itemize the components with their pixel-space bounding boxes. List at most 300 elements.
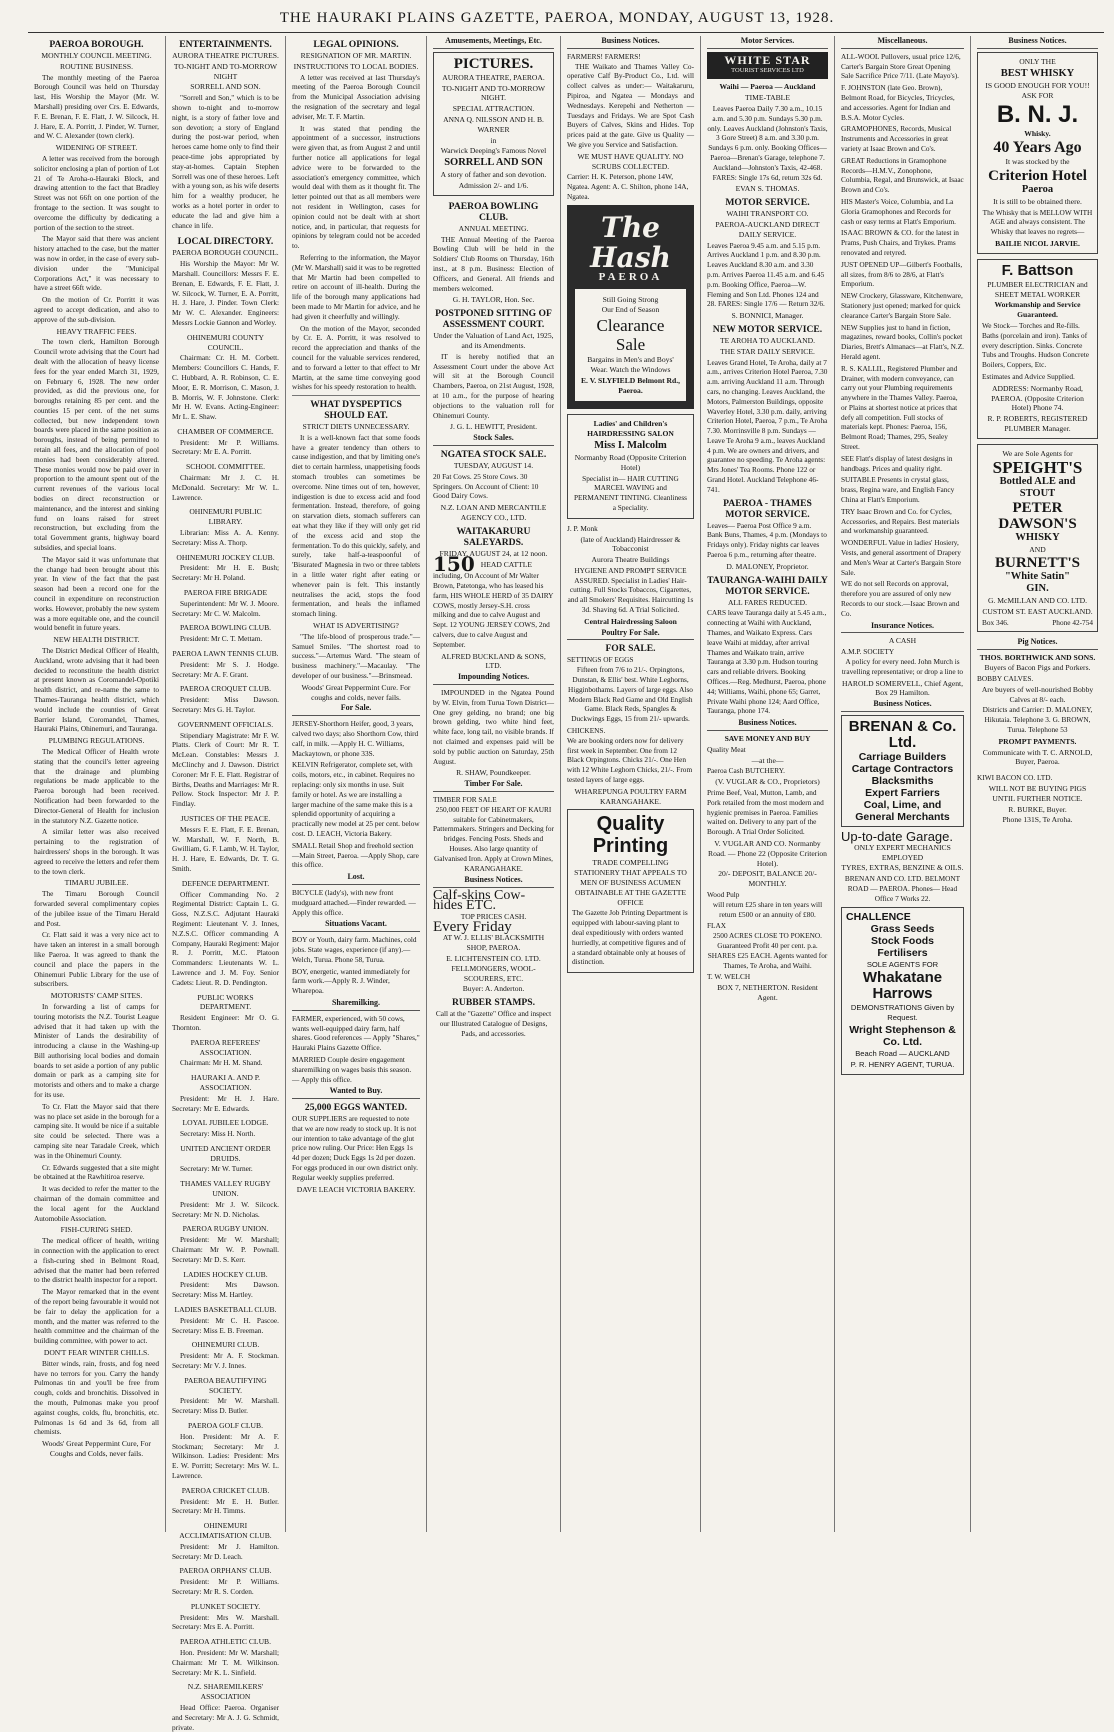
column-heading: Business Notices. [977, 36, 1098, 49]
bnj-whisky-ad [977, 52, 1098, 254]
classified-heading: Impounding Notices. [433, 672, 554, 685]
ad-line: PLUMBER ELECTRICIAN and SHEET METAL WORKER [987, 279, 1088, 299]
article-heading: LEGAL OPINIONS. [313, 39, 399, 50]
ad-name: Miss I. Malcolm [594, 439, 667, 451]
paragraph: THE Annual Meeting of the Paeroa Bowling Club will be held in the Soldiers' Club Rooms on Thursday, 16th inst., at 8 p.m. Business: Election of Officers, and General. All friends and members welcomed. [433, 234, 554, 293]
column-heading: Business Notices. [567, 36, 694, 49]
ad-headline: TIMBER FOR SALE [433, 795, 497, 805]
entry-text: President: Mr C. H. Pascoe. Secretary: Miss E. B. Freeman. [172, 1315, 279, 1335]
classified-ad: SMALL Retail Shop and freehold section—Main Street, Paeroa. —Apply Shop, care this office. [292, 840, 419, 870]
ad-signature: WHAREPUNGA POULTRY FARM KARANGAHAKE. [574, 786, 687, 806]
classified-heading: Poultry For Sale. [567, 628, 694, 641]
column-business-notices-2 [971, 36, 1104, 1532]
section-heading: MOTORISTS' CAMP SITES. [50, 991, 143, 1001]
timetable: Leaves Grand Hotel, Te Aroha, daily at 7 a.m., arrives Criterion Hotel Paeroa, 7.30 a.m. arriving Auckland 11 a.m. Through cars, no changing. Leaves Auckland, the Motors, Palmerston Buildings, opposite Waverley Hotel, 3.30 p.m. daily, arriving Criterion Hotel, Paeroa, 7 p.m., Te Aroha 7.30. Morrinsville 8 p.m. Sundays — Leave Te Aroha 9 a.m., leaves Auckland 4 p.m. We are owners and drivers, and guarantee no speeding. Te Aroha agents: Mrs Jones' Tea Rooms. Phone 122 or Grand Hotel. Auckland Telephone 46-741. [707, 357, 828, 494]
paragraph: The Whisky that is MELLOW WITH AGE and always consistent. The Whisky that leaves no regrets— [982, 207, 1093, 237]
entry-text: President: Mr H. J. Hare. Secretary: Mr E. Edwards. [172, 1093, 279, 1113]
ad-headline: J. P. Monk [567, 523, 598, 533]
directory-entry [172, 993, 279, 1033]
entry-text: Librarian: Miss A. A. Kenny. Secretary: Miss A. Thorp. [172, 528, 279, 547]
paragraph: The monthly meeting of the Paeroa Borough Council was held on Thursday last, His Worship the Mayor (Mr. W. Marshall) presiding over Crs. E. Edwards, F. E. Brenan, F. E. Flatt, J. W. Silcock, H. J. Hare, E. A. Porritt, J. Pinder, W. Turner, and W. C. Alexander (town clerk). [34, 72, 159, 141]
column-business-notices [561, 36, 701, 1532]
entry-text: Chairman: Mr H. M. Shand. [180, 1058, 263, 1068]
section-heading: RESIGNATION OF MR. MARTIN. [300, 51, 412, 60]
column-amusements [427, 36, 561, 1532]
ad-line: WHISKY [1015, 531, 1060, 543]
film-tagline: A story of father and son devotion. [440, 170, 547, 180]
misc-ad: ISAAC BROWN & CO. for the latest in Prams, Push Chairs, and Trykes. Prams renovated and retyred. [841, 228, 959, 257]
section-heading: PLUMBING REGULATIONS. [48, 736, 145, 746]
ad-signature: DAVE LEACH VICTORIA BAKERY. [296, 1184, 416, 1194]
ad-subheading: ANNUAL MEETING. [458, 223, 529, 233]
entry-text: President: Mr J. W. Silcock. Secretary: Mr N. D. Nicholas. [172, 1199, 279, 1219]
timetable: Leaves— Paeroa Post Office 9 a.m. Bank Buns, Thames, 4 p.m. (Mondays to Fridays only). Friday nights car leaves Paeroa 6 p.m., returning after theatre. [707, 520, 827, 560]
entry-text: President: Mrs W. Marshall. Secretary: Mrs E. A. Porritt. [172, 1612, 279, 1632]
printing-ad [567, 809, 694, 973]
directory-entry [172, 462, 279, 502]
column-heading: Miscellaneous. [841, 36, 964, 49]
classified-ad: BOY or Youth, dairy farm. Machines, cold jobs. State wages, experience (if any).—Welch, Turua. Phone 58, Turua. [292, 935, 417, 964]
battson-ad [977, 259, 1098, 439]
ad-line: Still Going Strong [602, 294, 659, 304]
speights-ad [977, 444, 1098, 632]
entry-heading: PAEROA RUGBY UNION. [182, 1224, 269, 1234]
ad-location: AT W. J. ELLIS' BLACKSMITH SHOP, PAEROA. [442, 933, 545, 953]
classified-heading: Insurance Notices. [841, 621, 964, 634]
classified-heading: Business Notices. [433, 875, 554, 888]
paragraph: It is a well-known fact that some foods have a greater tendency than others to cause indigestion, and that by limiting one's diet to certain harmless, unappetising foods stomach troubles can sometimes be overcome. Nine times out of ten, however, indigestion is due to excess acid and food fermentation. Instead, therefore, of going on starvation diets, stomach sufferers can eat what they like if they will only get rid of the excess acid and stop the fermentation. To do this quickly, safely, and surely, take half-a-teaspoonful of 'Bisurated' Magnesia in two or three tablets in a little water right after eating or whenever pain is felt. This instantly neutralises the acid, stops the food fermentation, and heals the inflamed stomach lining. [292, 432, 420, 619]
entry-heading: PAEROA FIRE BRIGADE [183, 588, 268, 598]
ad-line: Buyers of Bacon Pigs and Porkers. [984, 663, 1091, 673]
ad-line: ONLY EXPERT MECHANICS EMPLOYED [854, 842, 951, 862]
ad-line: TYRES, EXTRAS, BENZINE & OILS. [841, 863, 964, 873]
directory-entry [172, 1038, 279, 1068]
newspaper-columns [28, 36, 1104, 1732]
paragraph: Estimates and Advice Supplied. [982, 371, 1075, 381]
entry-heading: PAEROA ORPHANS' CLUB. [179, 1566, 272, 1576]
ad-headline: PETER DAWSON'S [998, 499, 1077, 532]
ad-signature: EVAN S. THOMAS. [735, 184, 800, 194]
paragraph: Bitter winds, rain, frosts, and fog need have no terrors for you. Carry the handy Pulmonas tin and you'll be free from cough, colds and bronchitis. Dissolved in the mouth, Pulmonas make you proof against coughs, colds, flu, bronchitis, etc. Pulmonas 1s 6d and 3s 6d, from all chemists. [34, 1358, 159, 1437]
paragraph: A policy for every need. John Murch is travelling representative; or drop a line to [841, 657, 964, 676]
paragraph: It was decided to refer the matter to the chairman of the domain committee and the local agent for the Auckland Automobile Association. [34, 1184, 159, 1223]
hairdressing-ad [567, 414, 694, 518]
directory-entry [172, 1566, 279, 1596]
ad-line: Stock Foods [870, 934, 934, 947]
paragraph: A letter was received at last Thursday's meeting of the Paeroa Borough Council from the Municipal Association advising the resignation of the secretary and legal adviser, Mr. T. F. Martin. [292, 72, 420, 121]
ad-line: ASK FOR [1021, 91, 1054, 101]
ad-headline: BOBBY CALVES. [977, 674, 1034, 684]
entry-heading: LOYAL JUBILEE LODGE. [182, 1118, 269, 1128]
newspaper-title: THE HAURAKI PLAINS GAZETTE, PAEROA, MONDAY, AUGUST 13, 1928. [279, 10, 835, 26]
ad-headline: WAITAKARURU SALEYARDS. [456, 525, 531, 548]
article-heading: ENTERTAINMENTS. [179, 39, 272, 50]
paragraph: Cr. Flatt said it was a very nice act to have taken an interest in a small borough like Paeroa. It was agreed to thank the council and place the papers in the Ohinemuri Public Library for the use of subscribers. [34, 930, 159, 989]
ad-line: GIN. [1026, 583, 1049, 595]
ad-headline: PAEROA BOWLING CLUB. [448, 200, 539, 223]
ad-headline: KIWI BACON CO. LTD. [977, 773, 1053, 783]
paragraph: The Mayor remarked that in the event of the report being favourable it would not be fair to delay the application for a month, and the matter was referred to the health committee and the chairman of the building committee, with power to act. [34, 1287, 159, 1346]
entry-text: President: Mr W. Marshall; Chairman: Mr W. P. Pownall. Secretary: Mr D. S. Kerr. [172, 1235, 279, 1264]
entry-text: Head Office: Paeroa. Organiser and Secretary: Mr A. J. G. Schmidt, private. [172, 1702, 279, 1732]
paragraph: In forwarding a list of camps for touring motorists the N.Z. Tourist League advised that it had taken up with the Minister of Lands the desirability of introducing a clause in the Washing-up Bill authorising local bodies and domain boards to set aside a portion of any public domain or park as a camping site for motorists and others and to make a charge for its use. [34, 1001, 159, 1100]
entry-text: Hon. President: Mr W. Marshall; Chairman: Mr T. M. Wilkinson. Secretary: Mr K. L. Sinfield. [172, 1647, 279, 1677]
ad-headline: Whakatane Harrows [862, 969, 943, 1003]
paragraph: THE Waikato and Thames Valley Co-operative Calf By-Product Co., Ltd. will collect calves as under:— Waitakaruru, Pipiroa, and Ngatea — Mondays and Wednesdays. Kerepehi and Netherton — Tuesdays and Fridays. We are Spot Cash Buyers of Calves, Skins and Hides. Top prices paid at the gate. Give us Quality — We give you Service and Satisfaction. [567, 61, 694, 149]
directory-entry [172, 720, 279, 809]
entry-text: President: Miss Dawson. Secretary: Mrs G. H. Taylor. [172, 695, 279, 715]
ad-headline: F. Battson [1001, 261, 1074, 279]
ad-subheading: TOP PRICES CASH. [460, 911, 527, 921]
ad-headline: Calf-skins Cow-hides ETC. [433, 888, 526, 913]
ad-line: General Merchants [855, 811, 950, 823]
entry-text: Superintendent: Mr W. J. Moore. Secretary: Mr C. W. Malcolm. [172, 598, 279, 618]
directory-entry [172, 1305, 279, 1335]
ad-signature: ALFRED BUCKLAND & SONS, LTD. [441, 651, 546, 671]
entry-text: Officer Commanding No. 2 Regimental District: Captain L. G. Goss, N.Z.S.C. Adjutant Hauraki Regiment: Lieutenant V. J. Innes, N.Z.S.C. Officer commanding A Company, Hauraki Regiment: Major R. J. Porritt, M.C. Platoon Commanders: Lieutenants W. L. Lawrence and J. M. Foy. Senior Cadets: Lieut. R. D. Pendington. [172, 889, 279, 987]
misc-ad: HIS Master's Voice, Columbia, and La Gloria Gramophones and Records for cash or easy terms at Flatt's Emporium. [841, 196, 957, 226]
brand-town: PAEROA [598, 270, 663, 283]
directory-entry [172, 1486, 279, 1516]
entry-heading: PAEROA LAWN TENNIS CLUB. [172, 649, 279, 659]
entry-text: President: Mr P. Williams. Secretary: Mr R. S. Corden. [172, 1577, 279, 1596]
ad-headline: Clearance Sale [596, 316, 665, 355]
entry-text: Hon. President: Mr A. F. Stockman; Secretary: Mr J. Wilkinson. Ladies: President: Mrs E. W. Porritt; Secretary: Mrs W. L. Lawrence. [172, 1431, 279, 1480]
novel: Warwick Deeping's Famous Novel [440, 146, 547, 156]
ad-line: Carriage Builders [858, 751, 947, 763]
ad-headline: BEST WHISKY [1000, 67, 1075, 79]
directory-entry [172, 333, 279, 422]
paragraph: We Stock— Torches and Re-fills. Baths (porcelain and iron). Tanks of every description. Sinks. Concrete Tubs and Troughs. Hudson Concrete Boilers, Coppers, Etc. [982, 320, 1089, 370]
paragraph: Cr. Edwards suggested that a site might be obtained at the Rawhitiroa reserve. [34, 1162, 159, 1182]
ad-headline: CHALLENCE [846, 910, 911, 923]
directory-entry [172, 427, 279, 457]
paragraph: "Sorrell and Son," which is to be shown to-night and to-morrow night, is a story of father love and son devotion; a story of England during the post-war period, when heroes came home only to find their peace-time jobs appropriated by stay-at-homes. Captain Stephen Sorrell was one of these heroes. Left with a young son, as his wife deserts him for a wealthy producer, he works as a hotel porter in order to educate the lad and give him a chance in life. [172, 93, 280, 230]
entry-heading: LADIES HOCKEY CLUB. [183, 1269, 268, 1279]
ad-headline: CHICKENS. [567, 726, 606, 736]
classified-heading: Situations Vacant. [292, 919, 420, 932]
classified-heading: Pig Notices. [977, 637, 1098, 650]
ad-headline: FARMERS! FARMERS! [567, 51, 641, 61]
directory-entry [172, 1270, 279, 1300]
ad-subheading: PAEROA-AUCKLAND DIRECT DAILY SERVICE. [715, 219, 820, 239]
paragraph: will return £25 share in ten years will return £500 or an annuity of £80. [712, 899, 823, 919]
cattle-count: 150 [433, 552, 475, 577]
entry-text: His Worship the Mayor: Mr W. Marshall. Councillors: Messrs F. E. Brenan, E. Edwards, F. E. Flatt, J. W. Silcock, W. Turner, E. A. Porritt, H. J. Hare, J. Pinder. Town Clerk: Mr W. C. Alexander. Engineers: Messrs Lockie Gannon and Worley. [172, 259, 279, 327]
phone-number: Phone 42-754 [1052, 617, 1093, 627]
paragraph: A letter was received from the borough solicitor enclosing a plan of portion of Lot 21 of Te Aroha-o-Hauraki Block, and drawing attention to the fact that Bradley Street was not 66ft on one portion of the frontage to the section. It was sought to overcome the difficulty by dedicating a portion of the section to the street. [34, 153, 159, 232]
ad-footer: Central Hairdressing Saloon [584, 616, 677, 626]
directory-entry [172, 1602, 279, 1632]
film-title: SORRELL AND SON [444, 157, 543, 169]
directory-entry [172, 814, 279, 874]
paragraph: 250,000 FEET OF HEART OF KAURI suitable for Cabinetmakers, Patternmakers. Stringers and Decking for bridges. Fencing Posts. Sheds and Houses. Also large quantity of Galvanised Iron. Apply at Crown Mines, KARANGAHAKE. [433, 804, 554, 873]
ad-headline: BURNETT'S [994, 555, 1081, 572]
classified-heading: Wanted to Buy. [292, 1086, 420, 1099]
ad-line: 20/- DEPOSIT, BALANCE 20/- MONTHLY. [718, 869, 817, 889]
section-heading: WHAT IS ADVERTISING? [313, 621, 399, 631]
ad-headline: PAEROA - THAMES MOTOR SERVICE. [723, 497, 812, 520]
white-star-logo [707, 52, 828, 80]
entry-heading: PLUNKET SOCIETY. [190, 1601, 261, 1611]
ad-date: TUESDAY, AUGUST 14. [453, 460, 534, 470]
entry-heading: OHINEMURI CLUB. [191, 1340, 260, 1350]
ad-subheading: (V. VUGLAR & CO., Proprietors) [715, 777, 820, 787]
column-heading: Motor Services. [707, 36, 828, 49]
directory-entry [172, 1144, 279, 1174]
paragraph: The Gazette Job Printing Department is equipped with labour-saving plant to deal expeditiously with orders wanted hurriedly, at competitive figures and of a standard obtainable only at houses of distinction. [572, 908, 688, 967]
cattle-label: HEAD CATTLE [480, 560, 532, 570]
footer-ad: Woods' Great Peppermint Cure. For coughs and colds, never fails. [301, 682, 411, 702]
brand-logo: The Hash [590, 210, 671, 274]
section-heading: FISH-CURING SHED. [60, 1225, 133, 1235]
admission: Admission 2/- and 1/6. [458, 180, 529, 190]
ad-headline: BRENAN & Co. Ltd. [848, 718, 957, 751]
box-number: Box 346. [982, 617, 1009, 627]
section-heading: TIMARU JUBILEE. [64, 878, 129, 888]
ad-headline: TAURANGA-WAIHI DAILY MOTOR SERVICE. [707, 574, 828, 597]
article-heading: WHAT DYSPEPTICS SHOULD EAT. [310, 399, 402, 422]
timetable: CARS leave Tauranga daily at 5.45 a.m., connecting at Waihi with Auckland, Thames, and Waikato Express. Cars leave Waihi at midday, after arrival Thames and Waikato train, arrive Tauranga at 3.30 p.m. Hudson touring cars and reliable drivers. Booking Offices.—Reg. Medhurst, Paeroa, phone 44; Williams, Waihi, phone 65; Garret, Private Waihi phone 124; Aard Office, Tauranga, phone 174. [707, 608, 827, 716]
directory-entry [172, 1073, 279, 1113]
entry-heading: PAEROA CROQUET CLUB. [180, 684, 271, 694]
ad-headline: Every Friday [433, 918, 512, 935]
ad-line: We are Sole Agents for [1002, 448, 1073, 458]
directory-heading: LOCAL DIRECTORY. [177, 236, 274, 248]
entry-text: President: Mr W. Marshall. Secretary: Miss D. Butler. [172, 1396, 279, 1416]
misc-ad: WONDERFUL Value in ladies' Hosiery, Vests, and general assortment of Drapery and Men's Wear at Carter's Bargain Store Sale. [841, 538, 962, 577]
section-heading: NEW HEALTH DISTRICT. [53, 635, 140, 645]
ad-address: Beach Road — AUCKLAND [855, 1048, 950, 1058]
ad-line: SAVE MONEY AND BUY [724, 734, 811, 744]
directory-entry [172, 649, 279, 679]
ad-headline: Paeroa Cash BUTCHERY. [707, 766, 785, 776]
ad-address: ADDRESS: Normanby Road, PAEROA. (Opposite Criterion Hotel) Phone 74. [991, 383, 1084, 413]
ad-date: FRIDAY, AUGUST 24, at 12 noon. [439, 548, 548, 558]
ad-headline: Up-to-date Garage. [841, 829, 954, 844]
ad-subheading: (late of Auckland) Hairdresser & Tobacconist [580, 534, 681, 554]
paragraph: Referring to the information, the Mayor (Mr W. Marshall) said it was to be regretted that Mr Martin had been compelled to retire on account of ill-health. During the life of the borough many applications had been made to Mr Martin for advice, and he had given it cheerfully and willingly. [292, 252, 420, 321]
ad-headline: SETTINGS OF EGGS [567, 655, 634, 665]
entry-text: President: Mr P. Williams. Secretary: Mr E. A. Porritt. [172, 437, 279, 457]
ad-line: Paeroa [1021, 183, 1054, 195]
entry-text: President: Mrs Dawson. Secretary: Miss M. Hartley. [172, 1280, 279, 1300]
section-heading: STRICT DIETS UNNECESSARY. [302, 422, 410, 432]
misc-ad: JUST OPENED UP—Gilbert's Footballs, all sizes, from 8/6 to 28/6, at Flatt's Emporium. [841, 259, 963, 289]
hash-clearance-ad [567, 205, 694, 410]
misc-ad: NEW Crockery, Glassware, Kitchenware, Stationery just opened; marked for quick clearance Carter's Bargain Store Sale. [841, 291, 963, 320]
entry-heading: PAEROA BOWLING CLUB. [179, 623, 272, 633]
entry-text: Stipendiary Magistrate: Mr F. W. Platts. Clerk of Court: Mr R. T. McLean. Constables: Messrs J. McClinchy and J. Dawson. District Coroner: Mr F. E. Flatt. Registrar of Births, Deaths and Marriages: Mr R. Pellow. Stock Inspector: Mr J. P. Findlay. [172, 730, 279, 809]
ad-line: AND [1029, 544, 1046, 554]
paragraph: The Mayor said that there was ancient history attached to the case, but the matter was now in order, in the case of every sub-division under the "Municipal Corporations Act," it was necessary to have a street 66ft wide. [34, 234, 159, 293]
entry-heading: N.Z. SHAREMILKERS' ASSOCIATION [187, 1682, 264, 1702]
entry-text: Secretary: Miss H. North. [180, 1129, 256, 1139]
ad-subheading: TE AROHA TO AUCKLAND. [719, 335, 816, 345]
ad-headline: POSTPONED SITTING OF ASSESSMENT COURT. [435, 308, 552, 331]
footer-ad: Woods' Great Peppermint Cure, For Coughs and Colds, never fails. [42, 1439, 151, 1458]
directory-entry [172, 1340, 279, 1370]
ad-headline: SPEIGHT'S [992, 457, 1083, 477]
classified-ad: JERSEY-Shorthorn Heifer, good, 3 years, calved two days; also Shorthorn Cow, third calf, in milk. —Apply H. C. Williams, Mackaytown, or phone 33S. [292, 719, 419, 758]
paragraph: IMPOUNDED in the Ngatea Pound by W. Elvin, from Turua Town District—One grey gelding, no brand; one big brown gelding, two white hind feet, white face, long tail, no visible brands. If not claimed and expenses paid will be sold by public auction on Saturday, 25th August. [433, 688, 554, 766]
directory-entry [172, 1224, 279, 1264]
ad-signature: D. MALONEY, Proprietor. [726, 561, 809, 571]
entry-heading: LADIES BASKETBALL CLUB. [174, 1305, 277, 1315]
directory-entry [172, 623, 279, 644]
ad-headline: MOTOR SERVICE. [725, 197, 810, 209]
ad-body [575, 289, 686, 402]
ad-address: Normanby Road (Opposite Criterion Hotel) [574, 452, 687, 472]
ad-signature: N.Z. LOAN AND MERCANTILE AGENCY CO., LTD. [440, 503, 547, 522]
ad-headline: FOR SALE. [605, 643, 656, 655]
ad-signature: HAROLD SOMERVELL, Chief Agent, Box 29 Hamilton. [841, 678, 964, 698]
misc-ad: WE do not sell Records on approval, therefore you are assured of only new Records to our stock.—Isaac Brown and Co. [841, 579, 960, 618]
misc-ad: R. S. KALLIL, Registered Plumber and Drainer, with modern conveyance, can carry out your Plumbing requirements anywhere in the Thames Valley. Paeroa, or Plains at shortest notice at prices that defy all competition. Full stocks of materials kept. Phones: Paeroa, 156, Belmont Road; Thames, 295, Sealey Street. [841, 363, 958, 452]
entry-text: President: Mr C. T. Mettam. [180, 634, 263, 644]
ad-line: Fertilisers [877, 946, 928, 959]
classified-ad: OUR SUPPLIERS are requested to note that we are now ready to stock up. It is not our intention to take advantage of the glut price now ruling. Our Price: Hen Eggs 1s 4d per dozen; Duck Eggs 1s 2d per dozen. For eggs produced in our own district only. Regular weekly supplies preferred. [292, 1114, 418, 1182]
ad-subheading: TIME-TABLE [745, 93, 790, 103]
classified-heading: Lost. [292, 872, 420, 885]
directory-list [172, 248, 279, 1732]
brand-subtitle: TOURIST SERVICES LTD [731, 66, 804, 74]
entry-heading: PAEROA ATHLETIC CLUB. [179, 1637, 272, 1647]
classified-ad: BOY, energetic, wanted immediately for farm work.—Apply R. J. Winder, Wharepoa. [292, 966, 411, 996]
phone-number: Phone 131S, Te Aroha. [1002, 815, 1073, 825]
article-heading: PAEROA BOROUGH. [49, 39, 144, 50]
ad-line: "White Satin" [1004, 571, 1071, 583]
classified-ad: MARRIED Couple desire engagement sharemilking on wages basis this season. — Apply this office. [292, 1054, 412, 1084]
classified-heading: Business Notices. [841, 699, 964, 712]
ad-line: ONLY THE [1019, 56, 1056, 66]
directory-entry [172, 588, 279, 618]
ad-subheading: THE STAR DAILY SERVICE. [720, 346, 815, 356]
column-legal-opinions [286, 36, 427, 1532]
paragraph: To Cr. Flatt the Mayor said that there was no place set aside in the borough for a camping site. It would be nice if a suitable site could be selected. There was a camping site near Taradale Creek, which was in the Ohinemuri County. [34, 1101, 159, 1160]
brand-name: WHITE STAR [724, 52, 811, 67]
misc-ad: GRAMOPHONES, Records, Musical Instruments and Accessories in great variety at Isaac Brown and Co's. [841, 124, 952, 153]
ad-signature: S. BONNICI, Manager. [731, 311, 804, 321]
ad-address: Aurora Theatre Buildings [591, 555, 670, 565]
directory-entry [172, 1179, 279, 1219]
paragraph: "The life-blood of prosperous trade."—Samuel Smiles. "The shortest road to success."—Artemus Ward. "The steam of business machinery."—Macaulay. "The developer of our business."—Brinsmead. [292, 631, 420, 681]
ad-contact-row [982, 618, 1093, 628]
paragraph: The District Medical Officer of Health, Auckland, wrote advising that it had been decided to reconstitute the health district at present known as Coromandel-Opotiki health district, and re-name the same to Thames-Tauranga health district, which would include the counties of Great Barrier Island, Coromandel, Thames, Hauraki Plains, Ohinemuri, and Tauranga. [34, 646, 159, 734]
entry-heading: GOVERNMENT OFFICIALS. [177, 719, 274, 729]
ad-signature: E. V. SLYFIELD Belmont Rd., Paeroa. [580, 375, 681, 395]
entry-text: President: Mr H. E. Bush; Secretary: Mr H. Poland. [172, 563, 279, 583]
ad-line: SOLE AGENTS FOR [866, 959, 939, 969]
entry-text: President: Mr S. J. Hodge. Secretary: Mr A. F. Grant. [172, 659, 279, 679]
entry-heading: THAMES VALLEY RUGBY UNION. [180, 1179, 271, 1199]
article-subheading: MONTHLY COUNCIL MEETING. [41, 51, 152, 60]
ad-headline: Quality Meat [707, 744, 746, 754]
entry-heading: JUSTICES OF THE PEACE. [180, 813, 271, 823]
misc-ad: SEE Flatt's display of latest designs in handbags. Prices and quality right. [841, 453, 953, 473]
ad-headline: 25,000 EGGS WANTED. [304, 1102, 408, 1114]
paragraph: Fifteen from 7/6 to 21/-. Orpingtons, Dunstan, & Ellis' best. White Leghorns, Higginbothams. Layers of large eggs. Also Modern Black Red Game and Old English Game. Black Reds, Spangles & Duckwings Eggs, 15 from 21/- upwards. [568, 665, 693, 724]
ad-signature: E. LICHTENSTEIN CO. LTD. FELLMONGERS, WOOL-SCOURERS, ETC. [446, 953, 541, 983]
ad-headline: THOS. BORTHWICK AND SONS. [979, 652, 1096, 662]
ad-signature: G. McMILLAN AND CO. LTD. [987, 596, 1088, 606]
ad-headline: NEW MOTOR SERVICE. [712, 323, 823, 335]
ad-signature: G. H. TAYLOR, Hon. Sec. [452, 295, 535, 305]
classified-heading: Stock Sales. [433, 433, 554, 446]
directory-entry [172, 1376, 279, 1416]
classified-ad: KELVIN Refrigerator, complete set, with coils, motors, etc., in cabinet. Requires no replacing: only six months in use. Suit family or hotel. As we are installing a larger machine of the same make this is a splendid opportunity of acquiring a practically new model at 25 per cent. below cost. D. LEACH, Victoria Bakery. [292, 760, 420, 838]
entry-text: President: Mr J. Hamilton. Secretary: Mr D. Leach. [172, 1541, 279, 1561]
paragraph: The Mayor said it was unfortunate that the change had been brought about this year. In view of the fact that the past season had been a record one for the council in expenditure on reconstruction works. However, probably the new system was a more equitable one, and the council would benefit in future years. [34, 554, 159, 633]
entry-heading: PAEROA BOROUGH COUNCIL. [172, 248, 279, 258]
ad-line: Our End of Season [601, 305, 660, 315]
section-heading: HEAVY TRAFFIC FEES. [56, 326, 137, 336]
column-heading: Amusements, Meetings, Etc. [433, 36, 554, 49]
entry-heading: PUBLIC WORKS DEPARTMENT. [197, 992, 254, 1012]
ad-line: —at the— [751, 755, 784, 765]
timetable: Leaves Paeroa 9.45 a.m. and 5.15 p.m. Arrives Auckland 1 p.m. and 8.30 p.m. Leaves Auckland 8.30 a.m. and 3.30 p.m. Arrives Paeroa 11.45 a.m. and 6.45 p.m. Booking Office, Paeroa—W. Fleming and Son Ltd. Phones 124 and 28. FARES: Single 17/6 — Return 32/6. [707, 240, 825, 309]
entry-text: Resident Engineer: Mr O. G. Thornton. [172, 1013, 279, 1032]
classified-ad: BICYCLE (lady's), with new front mudguard attached.—Finder rewarded. — Apply this office. [292, 887, 416, 917]
entry-text: Messrs F. E. Flatt, F. E. Brenan, W. Marshall, W. F. North, B. Gwilliam, G. F. Lamb, W. H. Taylor, H. J. Hare, E. Edwards, Dr. T. G. Smith. [172, 824, 279, 873]
ad-headline: Criterion Hotel [988, 167, 1087, 184]
classified-heading: Business Notices. [707, 718, 828, 731]
misc-ad: GREAT Reductions in Gramophone Records—H.M.V., Zonophone, Columbia, Regal, and Brunswick, at Isaac Brown and Co's. [841, 155, 964, 195]
entry-heading: HAURAKI A. AND P. ASSOCIATION. [191, 1073, 260, 1092]
paragraph: including, On Account of Mr Walter Brown, Patetonga, who has leased his farm, HIS WHOLE HERD of 35 DAIRY COWS, mostly Jersey-S.H. cross milking and due to calve August and Sept. 12 YOUNG JERSEY COWS, 2nd calvers, due to calve August and September. [433, 571, 554, 649]
article-subheading: AURORA THEATRE PICTURES. [172, 51, 279, 60]
directory-entry [172, 553, 279, 583]
entry-text: Chairman: Cr. H. M. Corbett. Members: Councillors C. Hands, F. C. Hubbard, A. R. Robinson, C. E. Moor, E. R. Morrison, C. Mason, J. B. Morris, W. F. Johnstone. Clerk: Mr H. W. Evans. Acting-Engineer: Mr L. E. Shaw. [172, 353, 279, 422]
ad-headline: 40 Years Ago [993, 138, 1082, 156]
entry-text: President: Mr A. F. Stockman. Secretary: Mr V. J. Innes. [172, 1351, 279, 1371]
classified-heading: Sharemilking. [292, 998, 420, 1011]
ad-headline: Wood Pulp [707, 889, 740, 899]
paragraph: The town clerk, Hamilton Borough Council wrote advising that the Court had dealt with the allocation of heavy license fees for the year ended March 31, 1929, on February 6, 1928. The new order provided, as did the previous one, for boroughs retaining 85 per cent. and the counties 15 per cent. of the net sums collected, but new independent town boards were placed in the same position as boroughs, instead of being permitted to retain all fees, and the allocation of pool monies had been considerably altered. These monies would now be paid over in proportion to the amount spent out of the current revenues of the various local bodies on direct reconstruction or maintenance, and the interest and sinking fund on loans raised for street reconstruction, but excluding from the total Government grants, highway board subsidies, and special loans. [34, 337, 159, 553]
ad-line: Grass Seeds [870, 922, 935, 935]
article-subheading: INSTRUCTIONS TO LOCAL BODIES. [293, 61, 419, 71]
paragraph: The Timaru Borough Council forwarded several complimentary copies of the jubilee issue of the Timaru Herald and Post. [34, 889, 159, 928]
stars: ANNA Q. NILSSON AND H. B. WARNER [443, 114, 544, 134]
ad-signature: V. VUGLAR AND CO. Normanby Road. — Phone 22 (Opposite Criterion Hotel). [708, 838, 827, 868]
ad-subheading: WE MUST HAVE QUALITY. NO SCRUBS COLLECTED. [577, 151, 684, 171]
paragraph: A similar letter was also received pertaining to the registration of hairdressers' shops in the borough. It was agreed to receive the letters and refer them to the town clerk. [34, 827, 159, 876]
ad-subheading: Under the Valuation of Land Act, 1925, and its Amendments. [433, 331, 554, 350]
showtimes: TO-NIGHT AND TO-MORROW NIGHT. [441, 83, 546, 103]
misc-ad: SUITABLE Presents in crystal glass, brass, Regina ware, and English Fancy China at Flatt's Emporium. [841, 475, 955, 505]
route: Waihi — Paeroa — Auckland [719, 82, 816, 92]
paragraph: On the motion of Cr. Porritt it was agreed to accept dedication, and also to approve of the sub-division. [34, 295, 159, 324]
column-motor-services [701, 36, 835, 1532]
article-subheading: TO-NIGHT AND TO-MORROW NIGHT [173, 61, 278, 81]
ad-signature: Communicate with T. C. ARNOLD, Buyer, Paeroa. [982, 747, 1093, 767]
attraction: SPECIAL ATTRACTION. [452, 104, 535, 114]
ad-subheading: ALL FARES REDUCED. [727, 597, 808, 607]
entry-heading: DEFENCE DEPARTMENT. [181, 878, 270, 888]
ad-signature: Wright Stephenson & Co. Ltd. [849, 1023, 956, 1048]
section-heading: WIDENING OF STREET. [55, 143, 138, 153]
ad-signature: T. W. WELCH [707, 972, 751, 982]
ad-signature: R. BURKE, Buyer. [1008, 804, 1067, 814]
entry-heading: OHINEMURI PUBLIC LIBRARY. [189, 507, 262, 527]
ad-address: BOX 7, NETHERTON. Resident Agent. [717, 983, 818, 1002]
ad-line: WILL NOT BE BUYING PIGS UNTIL FURTHER NOTICE. [988, 784, 1087, 803]
paragraph: 20 Fat Cows. 25 Store Cows. 30 Springers. On Account of Client: 10 Good Dairy Cows. [433, 471, 539, 501]
ad-line: Whisky. [1024, 129, 1051, 139]
ad-headline: Ladies' and Children's HAIRDRESSING SALON [587, 419, 674, 439]
ad-headline: PICTURES. [453, 55, 534, 72]
paragraph: Specialist in— HAIR CUTTING MARCEL WAVING and PERMANENT TINTING. Cleanliness a Speciality. [573, 473, 688, 512]
